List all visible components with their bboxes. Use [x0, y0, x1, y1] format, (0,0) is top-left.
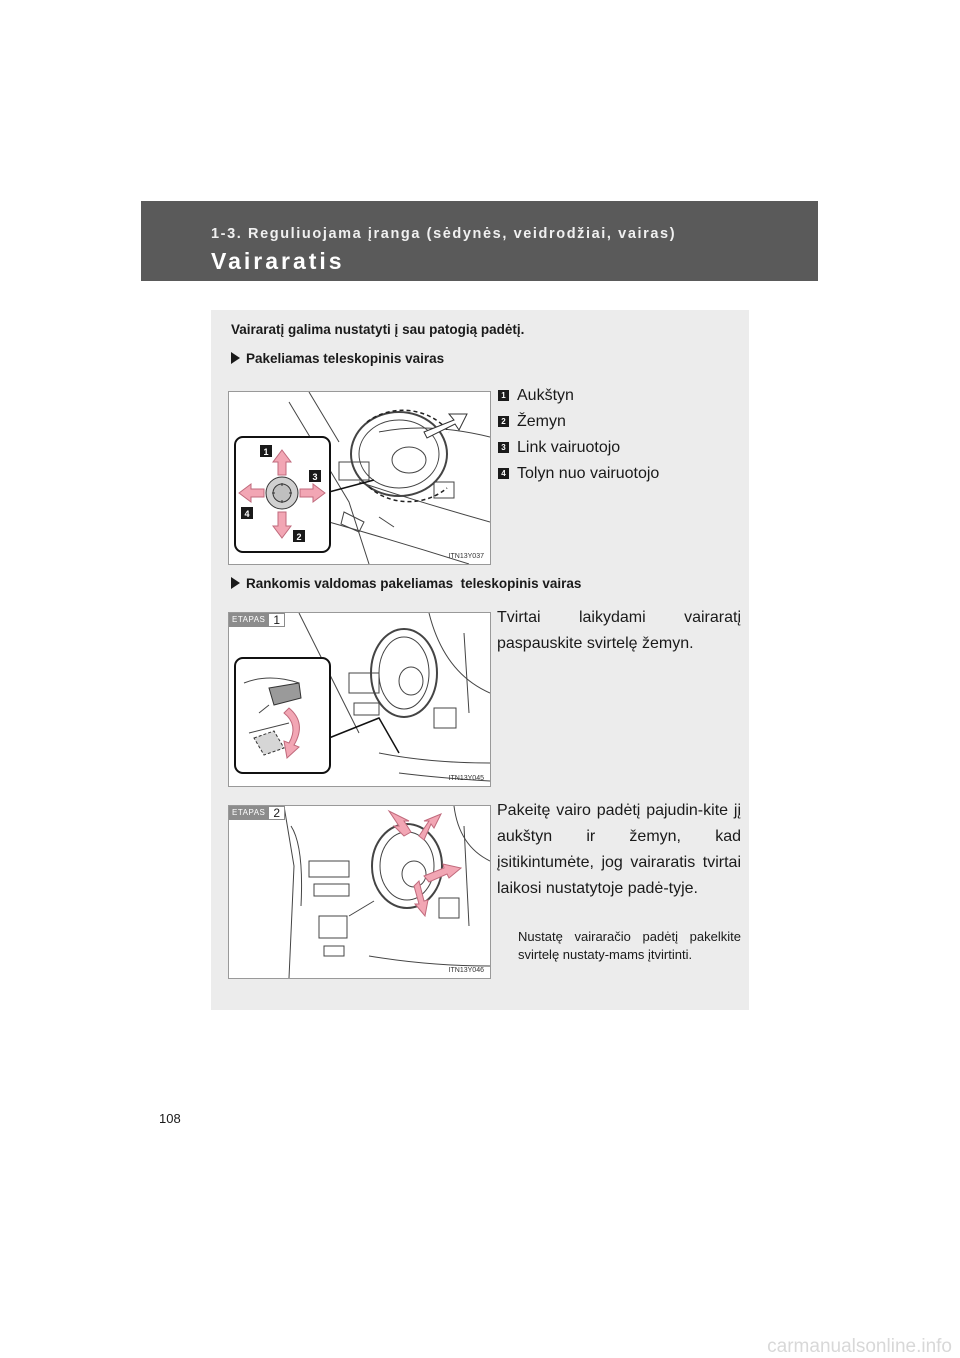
svg-text:4: 4	[244, 509, 250, 519]
page-number: 108	[159, 1111, 181, 1126]
legend-label: Aukštyn	[517, 387, 574, 404]
legend-number-badge: 4	[498, 468, 509, 479]
step-number: 1	[268, 613, 285, 627]
legend-number-badge: 1	[498, 390, 509, 401]
etapas-badge: ETAPAS	[229, 613, 268, 627]
legend-item-toward	[498, 439, 620, 457]
legend-label: Tolyn nuo vairuotojo	[517, 465, 660, 482]
svg-text:1: 1	[263, 447, 269, 457]
step1-label	[229, 613, 285, 627]
section1-heading	[231, 351, 444, 366]
legend-label: Link vairuotojo	[517, 439, 621, 456]
section2-heading	[231, 576, 581, 591]
step2-note: Nustatę vairaračio padėtį pakelkite svirtelę nustaty-mams įtvirtinti.	[518, 929, 741, 962]
legend-item-away	[498, 465, 659, 483]
legend-item-up	[498, 387, 574, 405]
figure-step2	[228, 805, 491, 979]
svg-text:2: 2	[296, 532, 302, 542]
triangle-bullet-icon	[231, 352, 240, 364]
svg-text:3: 3	[312, 472, 318, 482]
legend-item-down	[498, 413, 566, 431]
section1-heading-text: Pakeliamas teleskopinis vairas	[246, 351, 445, 366]
figure-code: ITN13Y045	[448, 775, 484, 782]
step1-text: Tvirtai laikydami vairaratį paspauskite svirtelę žemyn.	[497, 609, 741, 652]
legend-label: Žemyn	[517, 413, 566, 430]
figure-steering-adjust	[228, 391, 491, 565]
section2-heading-text: Rankomis valdomas pakeliamas teleskopinis vairas	[246, 576, 582, 591]
legend-number-badge: 3	[498, 442, 509, 453]
wheel-check-illustration	[229, 806, 490, 978]
step2-label	[229, 806, 285, 820]
figure-code: ITN13Y037	[448, 553, 484, 560]
section-header	[141, 201, 818, 281]
legend-number-badge: 2	[498, 416, 509, 427]
chapter-subtitle: 1-3. Reguliuojama įranga (sėdynės, veidrodžiai, vairas)	[211, 226, 677, 242]
etapas-badge: ETAPAS	[229, 806, 268, 820]
figure-step1	[228, 612, 491, 787]
intro-text: Vairaratį galima nustatyti į sau patogią padėtį.	[231, 322, 525, 337]
triangle-bullet-icon	[231, 577, 240, 589]
steering-wheel-illustration	[229, 392, 490, 564]
figure-code: ITN13Y046	[448, 967, 484, 974]
lever-release-illustration	[229, 613, 490, 786]
step2-text: Pakeitę vairo padėtį pajudin-kite jį aukštyn ir žemyn, kad įsitikintumėte, jog vairaratis tvirtai laikosi nustatytoje padė-tyje.	[497, 802, 741, 897]
footer-watermark: carmanualsonline.info	[767, 1336, 952, 1357]
page-title: Vairaratis	[211, 248, 345, 274]
step-number: 2	[268, 806, 285, 820]
